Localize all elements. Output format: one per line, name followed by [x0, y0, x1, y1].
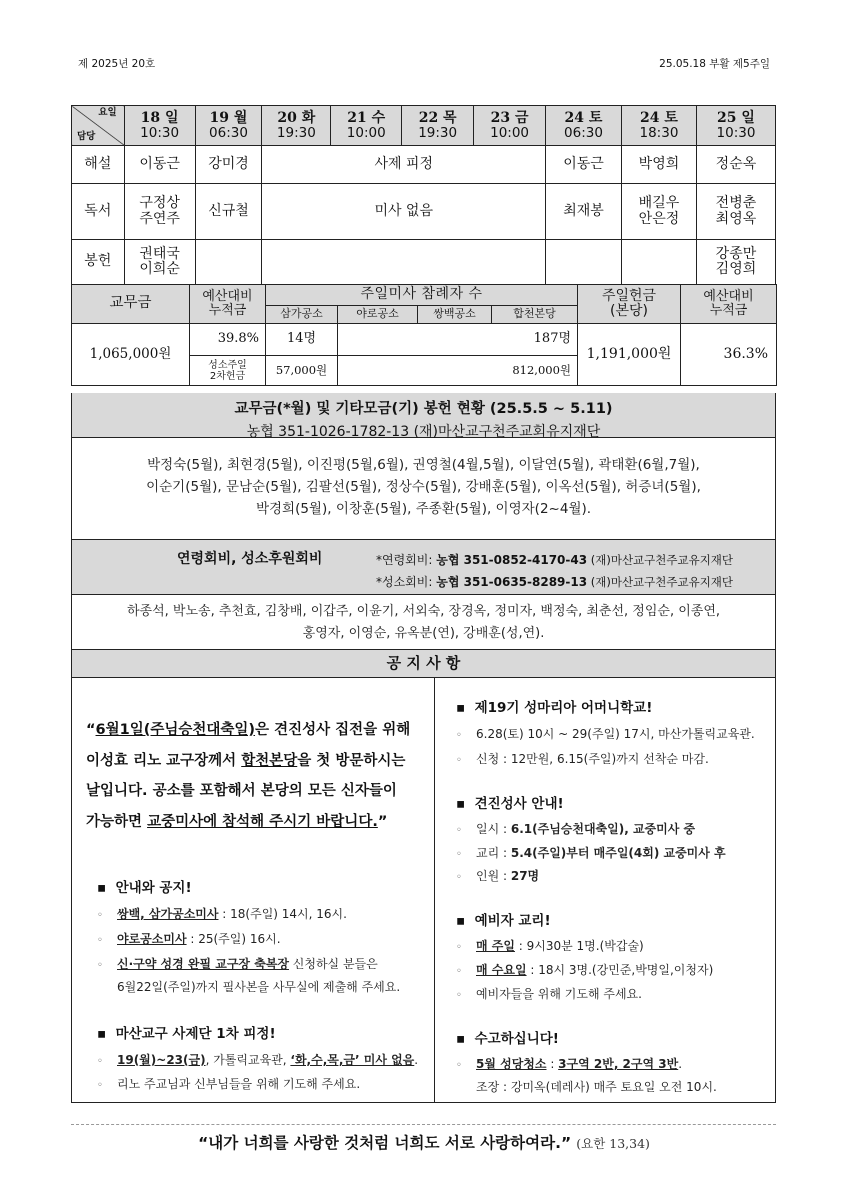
member-line: 홍영자, 이영순, 유옥분(연), 강배훈(성,연). [302, 626, 545, 641]
confirmation-value: 27명 [510, 869, 540, 883]
schedule-cell-merged [262, 240, 546, 285]
membership-title: 연령회비, 성소후원회비 [177, 551, 323, 567]
donations-title: 교무금(*월) 및 기타모금(기) 봉헌 현황 (25.5.5 ~ 5.11) [234, 401, 613, 417]
budget-label: 누적금 [709, 303, 748, 318]
retreat-no-mass: ‘화,수,목,금’ 미사 없음 [290, 1053, 415, 1067]
schedule-cell [546, 240, 622, 285]
account-org: (재)마산교구천주교유지재단 [587, 553, 734, 567]
circle-bullet-icon: ◦ [456, 872, 462, 883]
cleaning-period: . [678, 1057, 683, 1071]
schedule-cell [124, 240, 195, 285]
row-label-commentary: 해설 [72, 146, 125, 184]
day-header [546, 106, 622, 146]
mothers-item [456, 725, 755, 742]
quote-text: 이성효 리노 교구장께서 [86, 752, 242, 769]
donations-header [71, 393, 776, 438]
reader-name: 전병춘 [715, 195, 757, 212]
circle-bullet-icon: ◦ [456, 966, 462, 977]
schedule-cell [621, 184, 696, 240]
day-header [474, 106, 546, 146]
guide-heading [97, 876, 192, 896]
membership-account-1 [376, 551, 733, 568]
schedule-cell: 이동근 [124, 146, 195, 184]
circle-bullet-icon: ◦ [456, 990, 462, 1001]
mass-time: 10:00 [490, 124, 530, 141]
mothers-heading [456, 696, 652, 716]
catechumen-text: 예비자들을 위해 기도해 주세요. [476, 987, 642, 1001]
thanks-item-continued: 조장 : 강미옥(데레사) 매주 토요일 오전 10시. [476, 1080, 717, 1094]
cleaning-sep: : [546, 1057, 559, 1071]
day-label: 24 토 [640, 109, 678, 126]
mothers-title: 제19기 성마리아 어머니학교! [474, 700, 653, 716]
schedule-cell: 이동근 [546, 146, 622, 184]
offerer-name: 권태국 [139, 245, 180, 262]
circle-bullet-icon: ◦ [97, 1080, 103, 1091]
retreat-title: 마산교구 사제단 1차 피정! [115, 1026, 276, 1042]
attendance-col-samga: 삼가공소 [266, 306, 338, 324]
catechumen-heading [456, 909, 551, 929]
reader-name: 배길우 [638, 195, 680, 212]
donations-account: 농협 351-1026-1782-13 (재)마산교구천주교회유지재단 [246, 424, 601, 440]
samga-attendance: 14명 [266, 324, 338, 356]
account-label: *연령회비: [376, 553, 437, 567]
account-number: 농협 351-0635-8289-13 [436, 575, 588, 589]
budget-header [190, 285, 266, 324]
donor-line: 이순기(5월), 문남순(5월), 김팔선(5월), 정상수(5월), 강배훈(5월), 이옥선(5월), 허증녀(5월), [146, 479, 701, 495]
reader-name: 주연주 [139, 210, 180, 227]
vocation-label: 성소주일 [208, 359, 247, 371]
offering-header [578, 285, 681, 324]
parish-fund-header: 교무금 [72, 285, 190, 324]
budget-label: 예산대비 [703, 288, 754, 304]
mass-time: 18:30 [639, 124, 679, 141]
square-bullet-icon: ▪ [456, 796, 466, 812]
circle-bullet-icon: ◦ [456, 755, 462, 766]
square-bullet-icon: ▪ [456, 700, 466, 716]
day-label: 22 목 [418, 109, 457, 126]
member-line: 하종석, 박노송, 추천효, 김창배, 이갑주, 이윤기, 서외숙, 장경옥, 정미자, 백정숙, 최춘선, 정임순, 이종연, [126, 604, 721, 619]
reader-name: 안은정 [638, 210, 680, 227]
circle-bullet-icon: ◦ [456, 730, 462, 741]
confirmation-item [456, 867, 539, 884]
mass-time: 19:30 [418, 124, 458, 141]
catechumen-key: 매 수요일 [476, 963, 527, 977]
day-header [621, 106, 696, 146]
thanks-title: 수고하십니다! [474, 1031, 559, 1047]
account-org: (재)마산교구천주교유지재단 [587, 575, 734, 589]
schedule-cell-merged: 사제 피정 [262, 146, 546, 184]
confirmation-title: 견진성사 안내! [474, 796, 564, 812]
retreat-prayer: 리노 주교님과 신부님들을 위해 기도해 주세요. [117, 1077, 361, 1091]
mothers-schedule: 6.28(토) 10시 ~ 29(주일) 17시, 마산가톨릭교육관. [476, 727, 755, 741]
retreat-item [97, 1075, 360, 1092]
retreat-heading [97, 1022, 276, 1042]
table-corner [72, 106, 125, 146]
budget-label: 예산대비 [202, 288, 253, 304]
corner-role-label: 담당 [77, 130, 96, 142]
square-bullet-icon: ▪ [97, 880, 107, 896]
budget2-percent: 36.3% [681, 324, 777, 386]
circle-bullet-icon: ◦ [456, 825, 462, 836]
day-label: 19 월 [209, 109, 248, 126]
quote-text: 은 견진성사 집전을 위해 [255, 722, 411, 738]
circle-bullet-icon: ◦ [456, 1060, 462, 1071]
catechumen-title: 예비자 교리! [474, 913, 551, 929]
retreat-item [97, 1051, 418, 1068]
donor-list [71, 454, 776, 520]
offerer-name: 이희순 [139, 261, 180, 277]
vocation-samga: 57,000원 [266, 356, 338, 386]
budget-percent: 39.8% [190, 324, 266, 356]
day-header [195, 106, 262, 146]
day-label: 23 금 [490, 109, 529, 126]
confirmation-item [456, 844, 726, 861]
circle-bullet-icon: ◦ [456, 849, 462, 860]
reader-name: 최영옥 [715, 210, 757, 227]
cleaning-groups: 3구역 2반, 2구역 3반 [558, 1057, 679, 1071]
footer-quote [0, 1131, 848, 1153]
catechumen-text: : 18시 3명.(강민준,박명일,이청자) [526, 963, 714, 977]
attendance-col-yaro: 야로공소 [338, 306, 418, 324]
guide-item [97, 930, 281, 947]
day-label: 18 일 [140, 109, 179, 126]
reader-name: 구정상 [139, 195, 180, 212]
confirmation-key: 일시 : [476, 822, 511, 836]
quote-parish: 합천본당 [241, 752, 298, 769]
vocation-label: 2차헌금 [209, 370, 246, 382]
notices-header: 공 지 사 항 [71, 650, 776, 678]
catechumen-item [456, 985, 642, 1002]
guide-item [97, 955, 378, 972]
quote-text: ” [377, 813, 388, 830]
mass-time: 06:30 [564, 124, 603, 141]
day-label: 25 일 [717, 109, 755, 126]
square-bullet-icon: ▪ [456, 913, 466, 929]
guide-item-text: : 25(주일) 16시. [186, 932, 281, 946]
vocation-sunday-label [190, 356, 266, 386]
schedule-cell [124, 184, 195, 240]
offering-label: (본당) [610, 303, 649, 319]
circle-bullet-icon: ◦ [97, 1056, 103, 1067]
guide-item-key: 쌍백, 삼가공소미사 [117, 907, 219, 921]
guide-item-key: 야로공소미사 [117, 932, 187, 946]
attendance-col-hapcheon: 합천본당 [492, 306, 578, 324]
bible-reference: (요한 13,34) [576, 1136, 650, 1151]
catechumen-text: : 9시30분 1명.(박갑술) [514, 939, 644, 953]
quote-line: 날입니다. 공소를 포함해서 본당의 모든 신자들이 [86, 783, 397, 799]
schedule-cell: 강미경 [195, 146, 262, 184]
mothers-item [456, 750, 709, 767]
circle-bullet-icon: ◦ [456, 942, 462, 953]
schedule-cell [696, 184, 775, 240]
guide-item-continued: 6월22일(주일)까지 필사본을 사무실에 제출해 주세요. [117, 980, 401, 994]
schedule-cell: 신규철 [195, 184, 262, 240]
issue-number: 제 2025년 20호 [78, 58, 156, 70]
quote-line [86, 715, 424, 746]
catechumen-item [456, 937, 644, 954]
attendance-header: 주일미사 참례자 수 [266, 285, 578, 306]
guide-item-text: 신청하실 분들은 [288, 957, 378, 971]
quote-text: 을 첫 방문하시는 [297, 752, 406, 769]
offerer-name: 김영희 [715, 261, 757, 277]
day-header [262, 106, 331, 146]
budget-label: 누적금 [208, 303, 247, 318]
retreat-period: . [414, 1053, 419, 1067]
quote-date: 6월1일(주님승천대축일) [95, 722, 256, 738]
member-list [71, 601, 776, 645]
quote-line [86, 807, 424, 838]
mass-time: 10:30 [716, 124, 756, 141]
schedule-cell [696, 240, 775, 285]
quote-text: “ [86, 722, 96, 738]
guide-title: 안내와 공지! [115, 880, 192, 896]
thanks-item [456, 1055, 682, 1072]
budget2-header [681, 285, 777, 324]
parish-fund-value: 1,065,000원 [72, 324, 190, 386]
mass-time: 06:30 [209, 124, 248, 141]
circle-bullet-icon: ◦ [97, 960, 103, 971]
corner-weekday-label: 요일 [98, 107, 117, 118]
day-label: 24 토 [564, 109, 603, 126]
day-header [696, 106, 775, 146]
guide-item-key: 신·구약 성경 완필 교구장 축복장 [117, 957, 289, 971]
issue-date: 25.05.18 부활 제5주일 [659, 58, 770, 70]
schedule-cell-merged: 미사 없음 [262, 184, 546, 240]
mass-time: 19:30 [276, 124, 316, 141]
schedule-cell: 박영희 [621, 146, 696, 184]
schedule-cell: 정순옥 [696, 146, 775, 184]
finance-table [71, 284, 777, 386]
cleaning-label: 5월 성당청소 [476, 1057, 547, 1071]
schedule-cell: 최재봉 [546, 184, 622, 240]
vocation-total: 812,000원 [338, 356, 578, 386]
account-number: 농협 351-0852-4170-43 [436, 553, 588, 567]
guide-item [97, 905, 347, 922]
row-label-offering: 봉헌 [72, 240, 125, 285]
circle-bullet-icon: ◦ [97, 910, 103, 921]
account-label: *성소회비: [376, 575, 437, 589]
thanks-heading [456, 1027, 559, 1047]
donor-line: 박정숙(5월), 최현경(5월), 이진평(5월,6월), 권영철(4월,5월), 이달연(5월), 곽태환(6월,7월), [147, 457, 700, 473]
schedule-cell [195, 240, 262, 285]
confirmation-quote [86, 715, 424, 837]
quote-line [86, 746, 424, 777]
confirmation-item [456, 820, 695, 837]
catechumen-item [456, 961, 713, 978]
square-bullet-icon: ▪ [456, 1031, 466, 1047]
day-header [124, 106, 195, 146]
confirmation-key: 교리 : [476, 846, 511, 860]
footer-dashed-line [71, 1124, 776, 1125]
notices-divider [434, 678, 435, 1103]
attendance-col-ssangbaek: 쌍백공소 [418, 306, 492, 324]
day-header [402, 106, 474, 146]
row-label-reading: 독서 [72, 184, 125, 240]
day-label: 21 수 [347, 109, 386, 126]
confirmation-key: 인원 : [476, 869, 511, 883]
offering-label: 주일헌금 [601, 287, 657, 304]
retreat-dates: 19(월)~23(금) [117, 1053, 206, 1067]
day-header [331, 106, 402, 146]
quote-request: 교중미사에 참석해 주시기 바랍니다. [147, 813, 378, 830]
quote-text: 가능하면 [86, 813, 148, 830]
schedule-cell [621, 240, 696, 285]
mass-schedule-table [71, 105, 776, 285]
confirmation-value: 6.1(주님승천대축일), 교중미사 중 [510, 822, 696, 836]
catechumen-key: 매 주일 [476, 939, 515, 953]
guide-item-text: : 18(주일) 14시, 16시. [218, 907, 347, 921]
offerer-name: 강종만 [715, 245, 757, 262]
bible-verse: “내가 너희를 사랑한 것처럼 너희도 서로 사랑하여라.” [198, 1134, 572, 1152]
retreat-place: , 가톨릭교육관, [205, 1053, 291, 1067]
confirmation-heading [456, 792, 564, 812]
mass-time: 10:00 [346, 124, 386, 141]
mass-time: 10:30 [140, 124, 180, 141]
membership-account-2 [376, 573, 733, 590]
confirmation-value: 5.4(주일)부터 매주일(4회) 교중미사 후 [510, 846, 726, 860]
hapcheon-attendance: 187명 [338, 324, 578, 356]
square-bullet-icon: ▪ [97, 1026, 107, 1042]
offering-value: 1,191,000원 [578, 324, 681, 386]
day-label: 20 화 [277, 109, 316, 126]
donor-line: 박경희(5월), 이창훈(5월), 주종환(5월), 이영자(2~4월). [255, 501, 592, 517]
mothers-application: 신청 : 12만원, 6.15(주일)까지 선착순 마감. [476, 752, 709, 766]
circle-bullet-icon: ◦ [97, 935, 103, 946]
